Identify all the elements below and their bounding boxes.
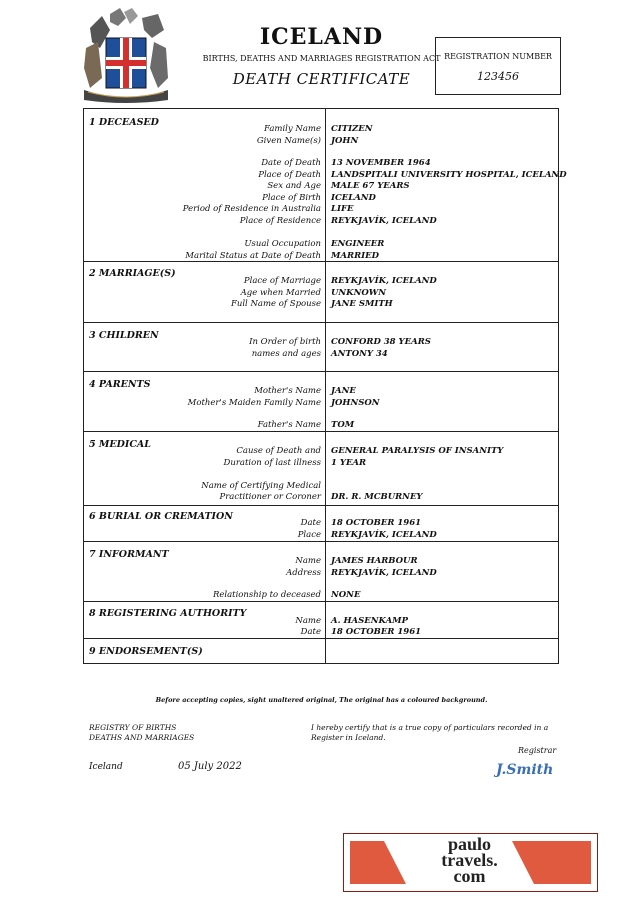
field-label: Place of Birth	[262, 193, 321, 203]
watermark-line: travels.	[441, 850, 498, 870]
field-value: JANE	[331, 386, 356, 396]
section-title: 4 PARENTS	[89, 379, 151, 390]
field-label: Duration of last illness	[223, 458, 321, 468]
registry-name	[89, 723, 194, 743]
field-value: REYKJAVÍK, ICELAND	[331, 216, 437, 226]
field-value: REYKJAVÍK, ICELAND	[331, 568, 437, 578]
field-label: Place of Marriage	[243, 276, 321, 286]
section-title: 9 ENDORSEMENT(S)	[89, 646, 203, 657]
field-value: 18 OCTOBER 1961	[331, 518, 422, 528]
document-title: DEATH CERTIFICATE	[232, 70, 411, 88]
field-label: Practitioner or Coroner	[219, 492, 321, 502]
field-label: Father's Name	[257, 420, 321, 430]
watermark-line: com	[453, 866, 486, 886]
row-divider	[83, 541, 559, 542]
registration-number-label: REGISTRATION NUMBER	[444, 52, 552, 61]
field-label: In Order of birth	[249, 337, 321, 347]
act-subtitle: BIRTHS, DEATHS AND MARRIAGES REGISTRATION ACT	[202, 54, 441, 63]
field-label: Date	[300, 627, 321, 637]
watermark-line: paulo	[447, 834, 492, 854]
field-value: LIFE	[331, 204, 354, 214]
field-label: Period of Residence in Australia	[182, 204, 321, 214]
field-label: Cause of Death and	[236, 446, 321, 456]
field-value: GENERAL PARALYSIS OF INSANITY	[331, 446, 504, 456]
field-label: Usual Occupation	[244, 239, 321, 249]
registrar-signature: J.Smith	[496, 762, 554, 778]
field-value: REYKJAVÍK, ICELAND	[331, 530, 437, 540]
field-value: ICELAND	[331, 193, 376, 203]
field-value: CITIZEN	[331, 124, 373, 134]
field-value: CONFORD 38 YEARS	[331, 337, 431, 347]
field-value: A. HASENKAMP	[331, 616, 408, 626]
section-title: 7 INFORMANT	[89, 549, 169, 560]
issue-place: Iceland	[89, 762, 123, 772]
section-title: 5 MEDICAL	[89, 439, 151, 450]
field-label: Place of Death	[258, 170, 321, 180]
field-label: Name of Certifying Medical	[201, 481, 321, 491]
watermark-text	[343, 836, 596, 884]
field-label: Date	[300, 518, 321, 528]
registry-line: REGISTRY OF BIRTHS	[89, 723, 177, 732]
certification-line: I hereby certify that is a true copy of particulars recorded in a	[311, 723, 549, 732]
field-label: Family Name	[264, 124, 321, 134]
column-divider	[325, 108, 326, 664]
field-value: JANE SMITH	[331, 299, 393, 309]
field-value: MARRIED	[331, 251, 379, 261]
registry-line: DEATHS AND MARRIAGES	[89, 733, 195, 742]
field-value: JAMES HARBOUR	[331, 556, 418, 566]
field-value: LANDSPITALI UNIVERSITY HOSPITAL, ICELAND	[331, 170, 567, 180]
field-value: NONE	[331, 590, 361, 600]
field-label: Place of Residence	[239, 216, 321, 226]
row-divider	[83, 601, 559, 602]
row-divider	[83, 322, 559, 323]
section-title: 1 DECEASED	[89, 117, 159, 128]
authenticity-note: Before accepting copies, sight unaltered original, The original has a coloured background.	[155, 696, 488, 704]
section-title: 8 REGISTERING AUTHORITY	[89, 608, 247, 619]
row-divider	[83, 505, 559, 506]
field-label: Name	[295, 616, 321, 626]
field-value: ENGINEER	[331, 239, 385, 249]
field-label: Mother's Name	[254, 386, 321, 396]
issue-date: 05 July 2022	[178, 761, 242, 772]
field-label: Age when Married	[240, 288, 321, 298]
field-value: DR. R. MCBURNEY	[331, 492, 423, 502]
certification-line: Register in Iceland.	[311, 733, 386, 742]
row-divider	[83, 431, 559, 432]
certification-statement	[311, 723, 561, 743]
field-label: Sex and Age	[267, 181, 321, 191]
field-value: 1 YEAR	[331, 458, 367, 468]
field-value: UNKNOWN	[331, 288, 387, 298]
field-label: Name	[295, 556, 321, 566]
section-title: 6 BURIAL OR CREMATION	[89, 511, 233, 522]
field-value: ANTONY 34	[331, 349, 388, 359]
section-title: 2 MARRIAGE(S)	[89, 268, 176, 279]
country-title: ICELAND	[259, 24, 384, 50]
field-label: Given Name(s)	[256, 136, 321, 146]
field-label: Mother's Maiden Family Name	[187, 398, 321, 408]
field-value: JOHNSON	[331, 398, 380, 408]
field-value: 13 NOVEMBER 1964	[331, 158, 431, 168]
registration-number-box	[435, 37, 561, 95]
field-label: Relationship to deceased	[212, 590, 321, 600]
field-label: Address	[286, 568, 321, 578]
row-divider	[83, 638, 559, 639]
field-label: Date of Death	[261, 158, 321, 168]
field-value: MALE 67 YEARS	[331, 181, 410, 191]
field-label: names and ages	[251, 349, 321, 359]
field-label: Place	[297, 530, 321, 540]
registrar-label: Registrar	[518, 746, 557, 755]
field-value: TOM	[331, 420, 355, 430]
field-value: JOHN	[331, 136, 359, 146]
field-value: 18 OCTOBER 1961	[331, 627, 422, 637]
certificate-table	[83, 108, 559, 664]
field-value: REYKJAVÍK, ICELAND	[331, 276, 437, 286]
section-title: 3 CHILDREN	[89, 330, 159, 341]
registration-number: 123456	[477, 70, 519, 83]
row-divider	[83, 261, 559, 262]
field-label: Marital Status at Date of Death	[185, 251, 321, 261]
row-divider	[83, 371, 559, 372]
field-label: Full Name of Spouse	[230, 299, 321, 309]
